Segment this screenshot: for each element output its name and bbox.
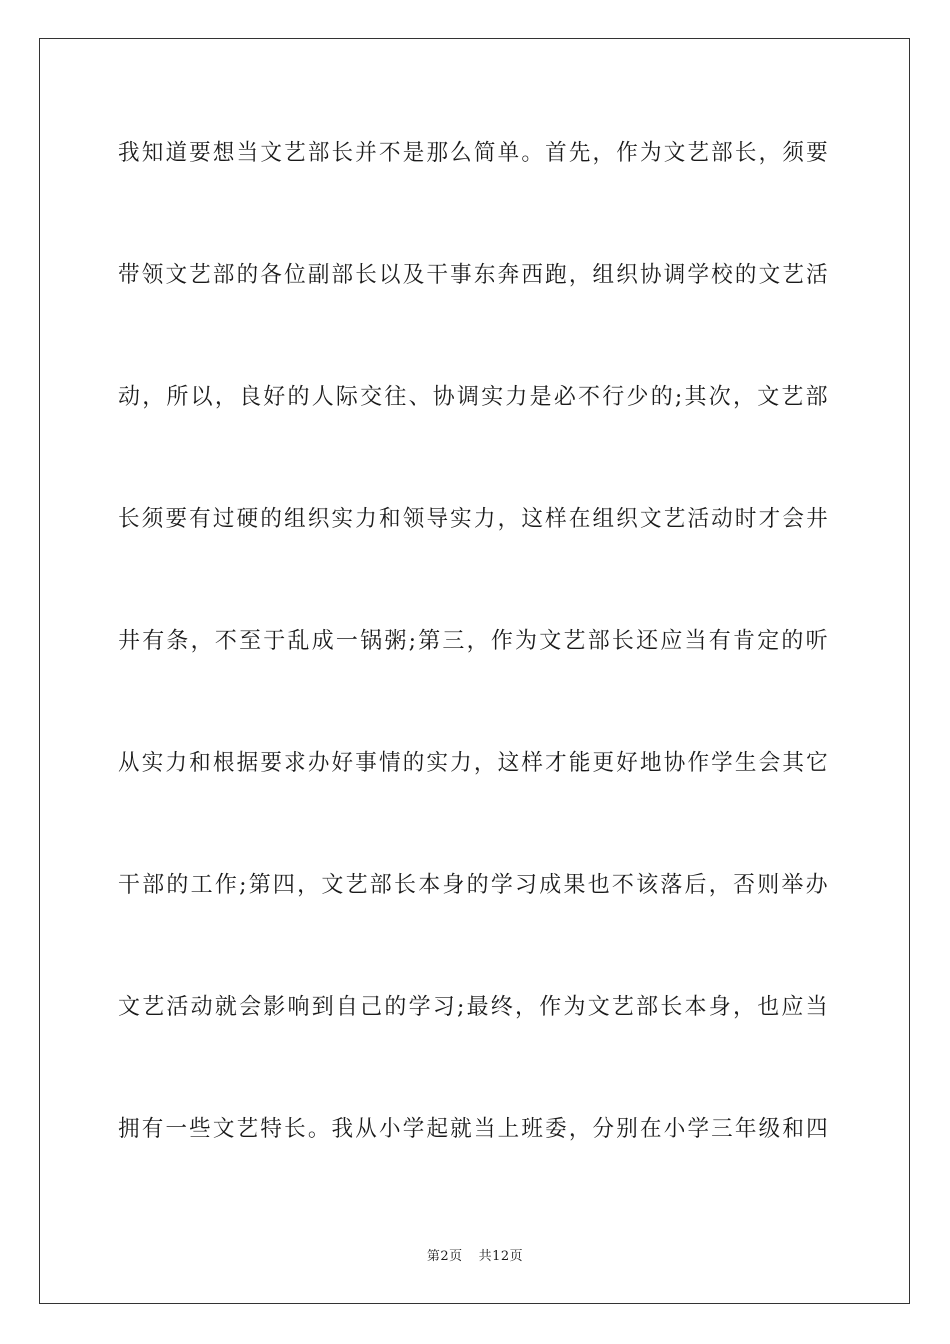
text-line: 井有条，不至于乱成一锅粥;第三，作为文艺部长还应当有肯定的听 — [118, 628, 830, 654]
text-line: 干部的工作;第四，文艺部长本身的学习成果也不该落后，否则举办 — [118, 872, 830, 898]
text-line: 长须要有过硬的组织实力和领导实力，这样在组织文艺活动时才会井 — [118, 506, 830, 532]
text-line: 从实力和根据要求办好事情的实力，这样才能更好地协作学生会其它 — [118, 750, 830, 776]
page-number: 第2页 — [426, 1249, 463, 1264]
text-line: 拥有一些文艺特长。我从小学起就当上班委，分别在小学三年级和四 — [118, 1116, 830, 1142]
text-line: 动，所以，良好的人际交往、协调实力是必不行少的;其次，文艺部 — [118, 384, 830, 410]
text-line: 我知道要想当文艺部长并不是那么简单。首先，作为文艺部长，须要 — [118, 140, 830, 166]
text-line: 文艺活动就会影响到自己的学习;最终，作为文艺部长本身，也应当 — [118, 994, 830, 1020]
document-body — [118, 130, 838, 1228]
page-footer — [0, 1245, 950, 1264]
page-total: 共12页 — [478, 1249, 524, 1264]
text-line: 带领文艺部的各位副部长以及干事东奔西跑，组织协调学校的文艺活 — [118, 262, 830, 288]
